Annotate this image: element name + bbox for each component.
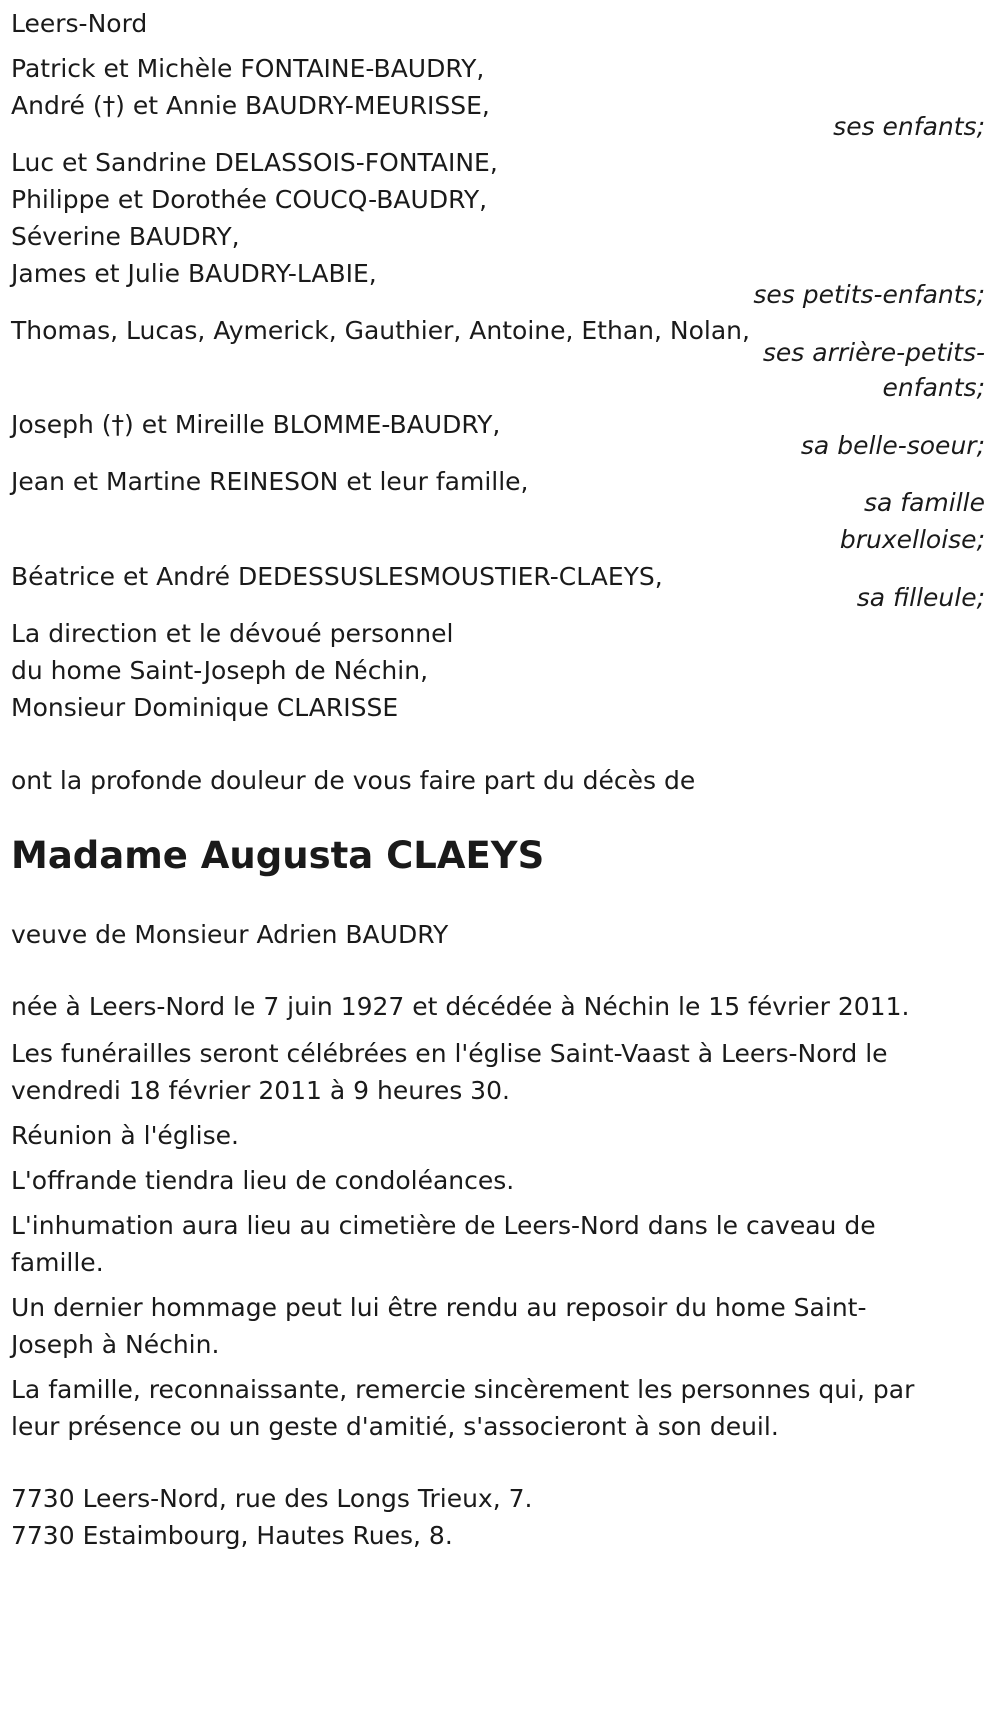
paragraph: Les funérailles seront célébrées en l'église Saint-Vaast à Leers-Nord le [11, 1039, 888, 1068]
paragraph: L'offrande tiendra lieu de condoléances. [11, 1166, 515, 1195]
relation-label: ses petits-enfants; [753, 280, 985, 309]
paragraph: famille. [11, 1248, 104, 1277]
location: Leers-Nord [11, 9, 148, 38]
widow-of: veuve de Monsieur Adrien BAUDRY [11, 920, 449, 949]
paragraph: vendredi 18 février 2011 à 9 heures 30. [11, 1076, 510, 1105]
relation-label: ses arrière-petits- [762, 338, 985, 367]
family-line: André (†) et Annie BAUDRY-MEURISSE, [11, 91, 490, 120]
paragraph: leur présence ou un geste d'amitié, s'associeront à son deuil. [11, 1412, 779, 1441]
address: 7730 Leers-Nord, rue des Longs Trieux, 7. [11, 1484, 533, 1513]
family-line: du home Saint-Joseph de Néchin, [11, 656, 429, 685]
address: 7730 Estaimbourg, Hautes Rues, 8. [11, 1521, 453, 1550]
family-line: Luc et Sandrine DELASSOIS-FONTAINE, [11, 148, 498, 177]
paragraph: L'inhumation aura lieu au cimetière de Leers-Nord dans le caveau de [11, 1211, 876, 1240]
family-line: La direction et le dévoué personnel [11, 619, 454, 648]
family-line: Patrick et Michèle FONTAINE-BAUDRY, [11, 54, 485, 83]
family-line: Béatrice et André DEDESSUSLESMOUSTIER-CLAEYS, [11, 562, 663, 591]
relation-label: sa filleule; [856, 583, 985, 612]
deceased-name: Madame Augusta CLAEYS [11, 834, 545, 877]
paragraph: Réunion à l'église. [11, 1121, 239, 1150]
paragraph: Un dernier hommage peut lui être rendu au reposoir du home Saint- [11, 1293, 867, 1322]
family-line: Thomas, Lucas, Aymerick, Gauthier, Antoine, Ethan, Nolan, [11, 316, 750, 345]
paragraph: Joseph à Néchin. [11, 1330, 220, 1359]
family-line: Philippe et Dorothée COUCQ-BAUDRY, [11, 185, 488, 214]
relation-label: sa famille [864, 488, 985, 517]
relation-label: enfants; [882, 373, 985, 402]
family-line: Jean et Martine REINESON et leur famille, [11, 467, 529, 496]
family-line: Séverine BAUDRY, [11, 222, 240, 251]
paragraph: La famille, reconnaissante, remercie sincèrement les personnes qui, par [11, 1375, 915, 1404]
announcement: ont la profonde douleur de vous faire part du décès de [11, 766, 696, 795]
relation-label: ses enfants; [833, 112, 985, 141]
family-line: James et Julie BAUDRY-LABIE, [11, 259, 377, 288]
family-line: Monsieur Dominique CLARISSE [11, 693, 399, 722]
paragraph: née à Leers-Nord le 7 juin 1927 et décédée à Néchin le 15 février 2011. [11, 992, 910, 1021]
family-line: Joseph (†) et Mireille BLOMME-BAUDRY, [11, 410, 501, 439]
relation-label: sa belle-soeur; [800, 431, 985, 460]
relation-label: bruxelloise; [839, 525, 985, 554]
